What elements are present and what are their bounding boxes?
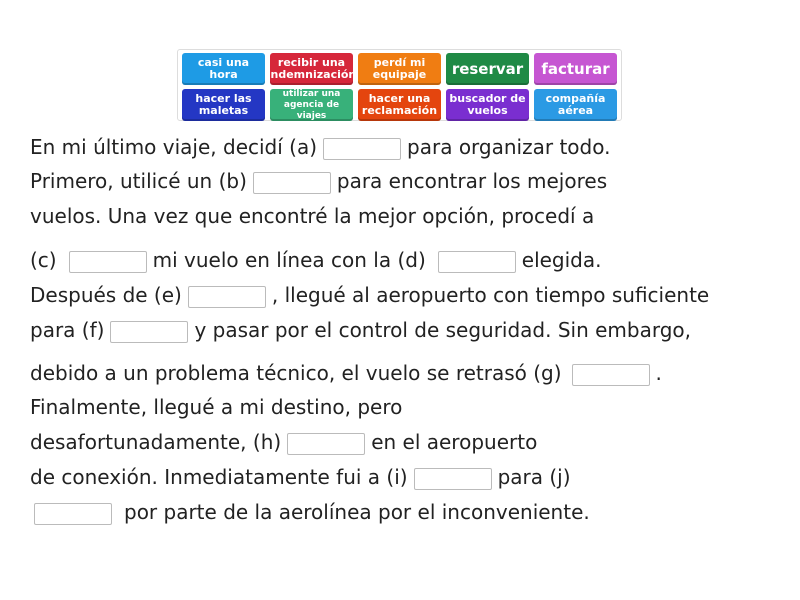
word-tile[interactable]: buscador de vuelos bbox=[446, 89, 529, 121]
text-line bbox=[34, 499, 590, 525]
text-line bbox=[30, 168, 607, 194]
text: desafortunadamente, (h) bbox=[30, 430, 282, 454]
text: por parte de la aerolínea por el inconveniente. bbox=[124, 500, 590, 524]
text: (c) bbox=[30, 248, 57, 272]
text: Primero, utilicé un (b) bbox=[30, 169, 247, 193]
text-line bbox=[30, 394, 402, 420]
blank-f[interactable] bbox=[110, 321, 188, 343]
blank-g[interactable] bbox=[572, 364, 650, 386]
text: para encontrar los mejores bbox=[336, 169, 608, 193]
text: debido a un problema técnico, el vuelo se retrasó (g) bbox=[30, 361, 562, 385]
blank-h[interactable] bbox=[287, 433, 365, 455]
text: En mi último viaje, decidí (a) bbox=[30, 135, 318, 159]
blank-a[interactable] bbox=[323, 138, 401, 160]
text: para (j) bbox=[497, 465, 571, 489]
word-tile[interactable]: casi una hora bbox=[182, 53, 265, 85]
text: vuelos. Una vez que encontré la mejor opción, procedí a bbox=[30, 204, 595, 228]
text: Finalmente, llegué a mi destino, pero bbox=[30, 395, 403, 419]
word-bank bbox=[177, 49, 622, 121]
word-tile[interactable]: hacer una reclamación bbox=[358, 89, 441, 121]
text: de conexión. Inmediatamente fui a (i) bbox=[30, 465, 408, 489]
text: , llegué al aeropuerto con tiempo suficiente bbox=[271, 283, 710, 307]
text-line bbox=[30, 282, 709, 308]
word-tile[interactable]: reservar bbox=[446, 53, 529, 85]
blank-b[interactable] bbox=[253, 172, 331, 194]
text: mi vuelo en línea con la (d) bbox=[152, 248, 426, 272]
blank-j[interactable] bbox=[34, 503, 112, 525]
text-line bbox=[30, 464, 571, 490]
text: y pasar por el control de seguridad. Sin embargo, bbox=[194, 318, 692, 342]
text-line bbox=[30, 317, 691, 343]
text-line bbox=[30, 203, 594, 229]
word-tile[interactable]: utilizar una agencia de viajes bbox=[270, 89, 353, 121]
word-tile[interactable]: perdí mi equipaje bbox=[358, 53, 441, 85]
text: elegida. bbox=[521, 248, 602, 272]
word-tile[interactable]: recibir una indemnización bbox=[270, 53, 353, 85]
word-tile[interactable]: facturar bbox=[534, 53, 617, 85]
blank-c[interactable] bbox=[69, 251, 147, 273]
word-tile[interactable]: hacer las maletas bbox=[182, 89, 265, 121]
text: para organizar todo. bbox=[407, 135, 611, 159]
blank-e[interactable] bbox=[188, 286, 266, 308]
text: en el aeropuerto bbox=[371, 430, 538, 454]
text-line bbox=[30, 134, 610, 160]
blank-i[interactable] bbox=[414, 468, 492, 490]
text: Después de (e) bbox=[30, 283, 182, 307]
text: . bbox=[655, 361, 662, 385]
text-line bbox=[30, 247, 602, 273]
blank-d[interactable] bbox=[438, 251, 516, 273]
text-line bbox=[30, 360, 662, 386]
text-line bbox=[30, 429, 537, 455]
text: para (f) bbox=[30, 318, 105, 342]
word-tile[interactable]: compañía aérea bbox=[534, 89, 617, 121]
